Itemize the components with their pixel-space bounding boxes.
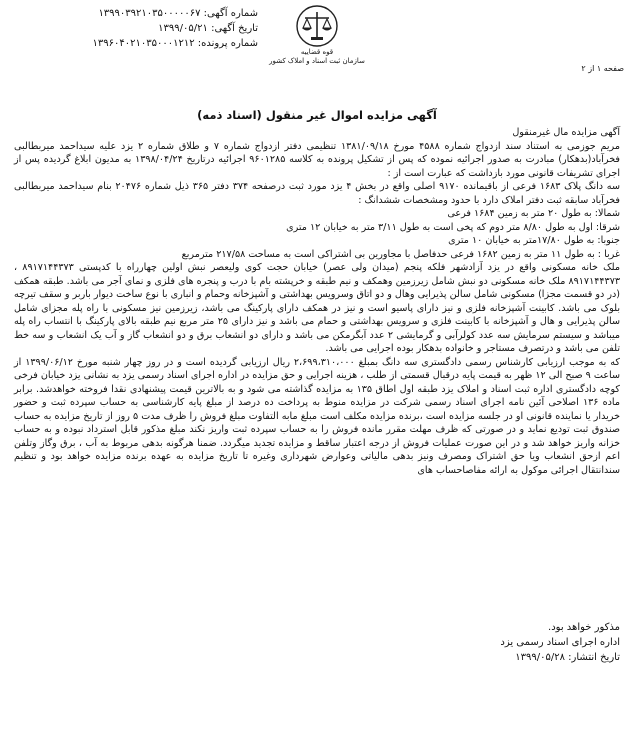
- body-paragraph: ملک خانه مسکونی واقع در یزد آزادشهر فلکه پنجم (میدان ولی عصر) خیابان حجت کوی ولیعصر نبش اولین چهارراه با کدپستی ۸۹۱۷۱۴۴۳۷۳ ، ۸۹۱۷۱۴۴۳۷۳ ملک خانه مسکونی دو نبش شامل زیرزمین وهمکف و نیم طبقه و خرپشته بام با درب و پنجره های فلزی و نمای آجر می باشد. طبقه همکف (در دو قسمت مجزا) مسکونی شامل سالن پذیرایی وهال و دو اتاق وسرویس بهداشتی و آشپزخانه وحمام و انباری با نوع ساخت دیوار باربر و سقف تیرچه بلوک می باشد. کابینت آشپزخانه فلزی و نیز دارای پاسیو است و نیز در همکف دارای پارکینگ می باشد، زیرزمین نیز مسکونی با راه پله مجزای شامل سالن پذیرایی و هال و آشپزخانه با کابینت فلزی و سرویس بهداشتی و حمام می باشد و نیز دارای ۲۵ متر مربع نیم طبقه بالای پارکینگ با انتساب راه پله میباشد و سیستم سرمایش سه عدد کولرآبی و گرمایشی ۲ عدد آبگرمکن می باشد و دارای دو انشعاب برق و دو انشعاب گاز و آب یک انشعاب و سه خط تلفن می باشد و درتصرف مستاجر و خانواده بدهکار بوده اجرایی می باشد.: [14, 262, 620, 354]
- boundary-south: جنوبا: به طول ۱۷/۸۰متر به خیابان ۱۰ متری: [448, 235, 620, 246]
- body-paragraph: سه دانگ پلاک ۱۶۸۳ فرعی از باقیمانده ۹۱۷۰ اصلی واقع در بخش ۴ یزد مورد ثبت درصفحه ۳۷۴ دفتر ۳۶۵ ذیل شماره ۲۰۴۷۶ بنام سیداحمد میربطالبی فخرآباد سابقه ثبت دفتر املاک دارد با حدود ومشخصات ششدانگ :: [14, 181, 620, 206]
- notice-footer: [200, 620, 620, 665]
- footer-closing: مذکور خواهد بود.: [548, 622, 620, 633]
- emblem-caption-registry: سازمان ثبت اسناد و املاک کشور: [269, 57, 365, 65]
- ad-number: شماره آگهی: ۱۳۹۹۰۳۹۲۱۰۳۵۰۰۰۰۰۶۷: [98, 8, 258, 19]
- footer-publish-date: تاریخ انتشار: ۱۳۹۹/۰۵/۲۸: [515, 652, 620, 663]
- ad-date: تاریخ آگهی: ۱۳۹۹/۰۵/۲۱: [158, 23, 258, 34]
- notice-title: آگهی مزایده اموال غیر منقول (اسناد ذمه): [197, 108, 437, 122]
- notice-meta: [8, 6, 258, 51]
- body-paragraph: مریم جوزمی به استناد سند ازدواج شماره ۴۵۸۸ مورخ ۱۳۸۱/۰۹/۱۸ تنظیمی دفتر ازدواج شماره ۷ و طلاق شماره ۲ یزد علیه سیداحمد میربطالبی فخرآباد(بدهکار) مبادرت به صدور اجرائیه نموده که پس از تشکیل پرونده به کلاسه ۹۶۰۱۲۸۵ اجرائیه درتاریخ ۱۳۹۸/۰۴/۲۴ به مدیون ابلاغ گردیده پس از اجرای تشریفات قانونی مورد بازداشت که عبارت است از :: [14, 140, 620, 179]
- case-number: شماره پرونده: ۱۳۹۶۰۴۰۲۱۰۳۵۰۰۰۱۲۱۲: [92, 38, 258, 49]
- emblem-caption-judiciary: قوه قضاییه: [300, 48, 334, 56]
- body-paragraph: که به موجب ارزیابی کارشناس رسمی دادگستری سه دانگ بمبلغ ۲،۶۹۹،۳۱۰،۰۰۰ ریال ارزیابی گردیده است و در روز چهار شنبه مورخ ۱۳۹۹/۰۶/۱۲ از ساعت ۹ صبح الی ۱۲ ظهر به قیمت پایه درقبال قسمتی از طلب ، هزینه اجرایی و حق مزایده در اداره اجرای اسناد رسمی یزد به نشانی یزد خیابان فرخی کوچه دادگستری اداره ثبت اسناد و املاک یزد طبقه اول اطاق ۱۳۵ به مزایده گذاشته می شود و به بالاترین قیمت پیشنهادی نقدا فروخته خواهدشد. برابر ماده ۱۳۶ اصلاحی آئین نامه اجرای اسناد رسمی شرکت در مزایده منوط به پرداخت ده درصد از مبلغ پایه کارشناسی به حساب سپرده ثبت و حضور خریدار یا نماینده قانونی او در جلسه مزایده است ،برنده مزایده مکلف است مبلغ مابه التفاوت مبلغ فروش را ظرف مدت ۵ روز از تاریخ مزایده به حساب صندوق ثبت تودیع نماید و در صورتی که ظرف مهلت مقرر مانده فروش را به حساب سپرده ثبت واریز نکند مبلغ مذکور قابل استرداد نبوده و به حساب خزانه واریز خواهد شد و در این صورت عملیات فروش از درجه اعتبار ساقط و مزایده تجدید میگردد. ضمنا هرگونه بدهی مربوط به آب ، برق وگاز وتلفن اعم ازحق انشعاب ویا حق اشتراک ومصرف ونیز بدهی مالیاتی وعوارض شهرداری وغیره تا تاریخ مزایده به عهده برنده مزایده خواهد بود و تنظیم سندانتقال اجرائی موکول به ارائه مفاصاحساب های: [14, 356, 620, 476]
- boundary-east: شرقا: اول به طول ۸/۸۰ متر دوم که پخی است به طول ۳/۱۱ متر به خیابان ۱۲ متری: [286, 221, 620, 233]
- scales-of-justice-icon: [295, 4, 339, 48]
- notice-body: [14, 126, 620, 477]
- body-paragraph: آگهی مزایده مال غیرمنقول: [512, 127, 620, 138]
- judiciary-emblem: [258, 4, 376, 78]
- boundary-north: شمالا: به طول ۲۰ متر به زمین ۱۶۸۴ فرعی: [447, 208, 620, 219]
- footer-office: اداره اجرای اسناد رسمی یزد: [500, 637, 620, 648]
- boundary-west: غربا : به طول ۱۱ متر به زمین ۱۶۸۲ فرعی حدفاصل با مجاورین بی اشتراکی است به مساحت ۲۱۷/۵۸ مترمربع: [181, 248, 620, 260]
- page-number: صفحه ۱ از ۲: [581, 64, 624, 73]
